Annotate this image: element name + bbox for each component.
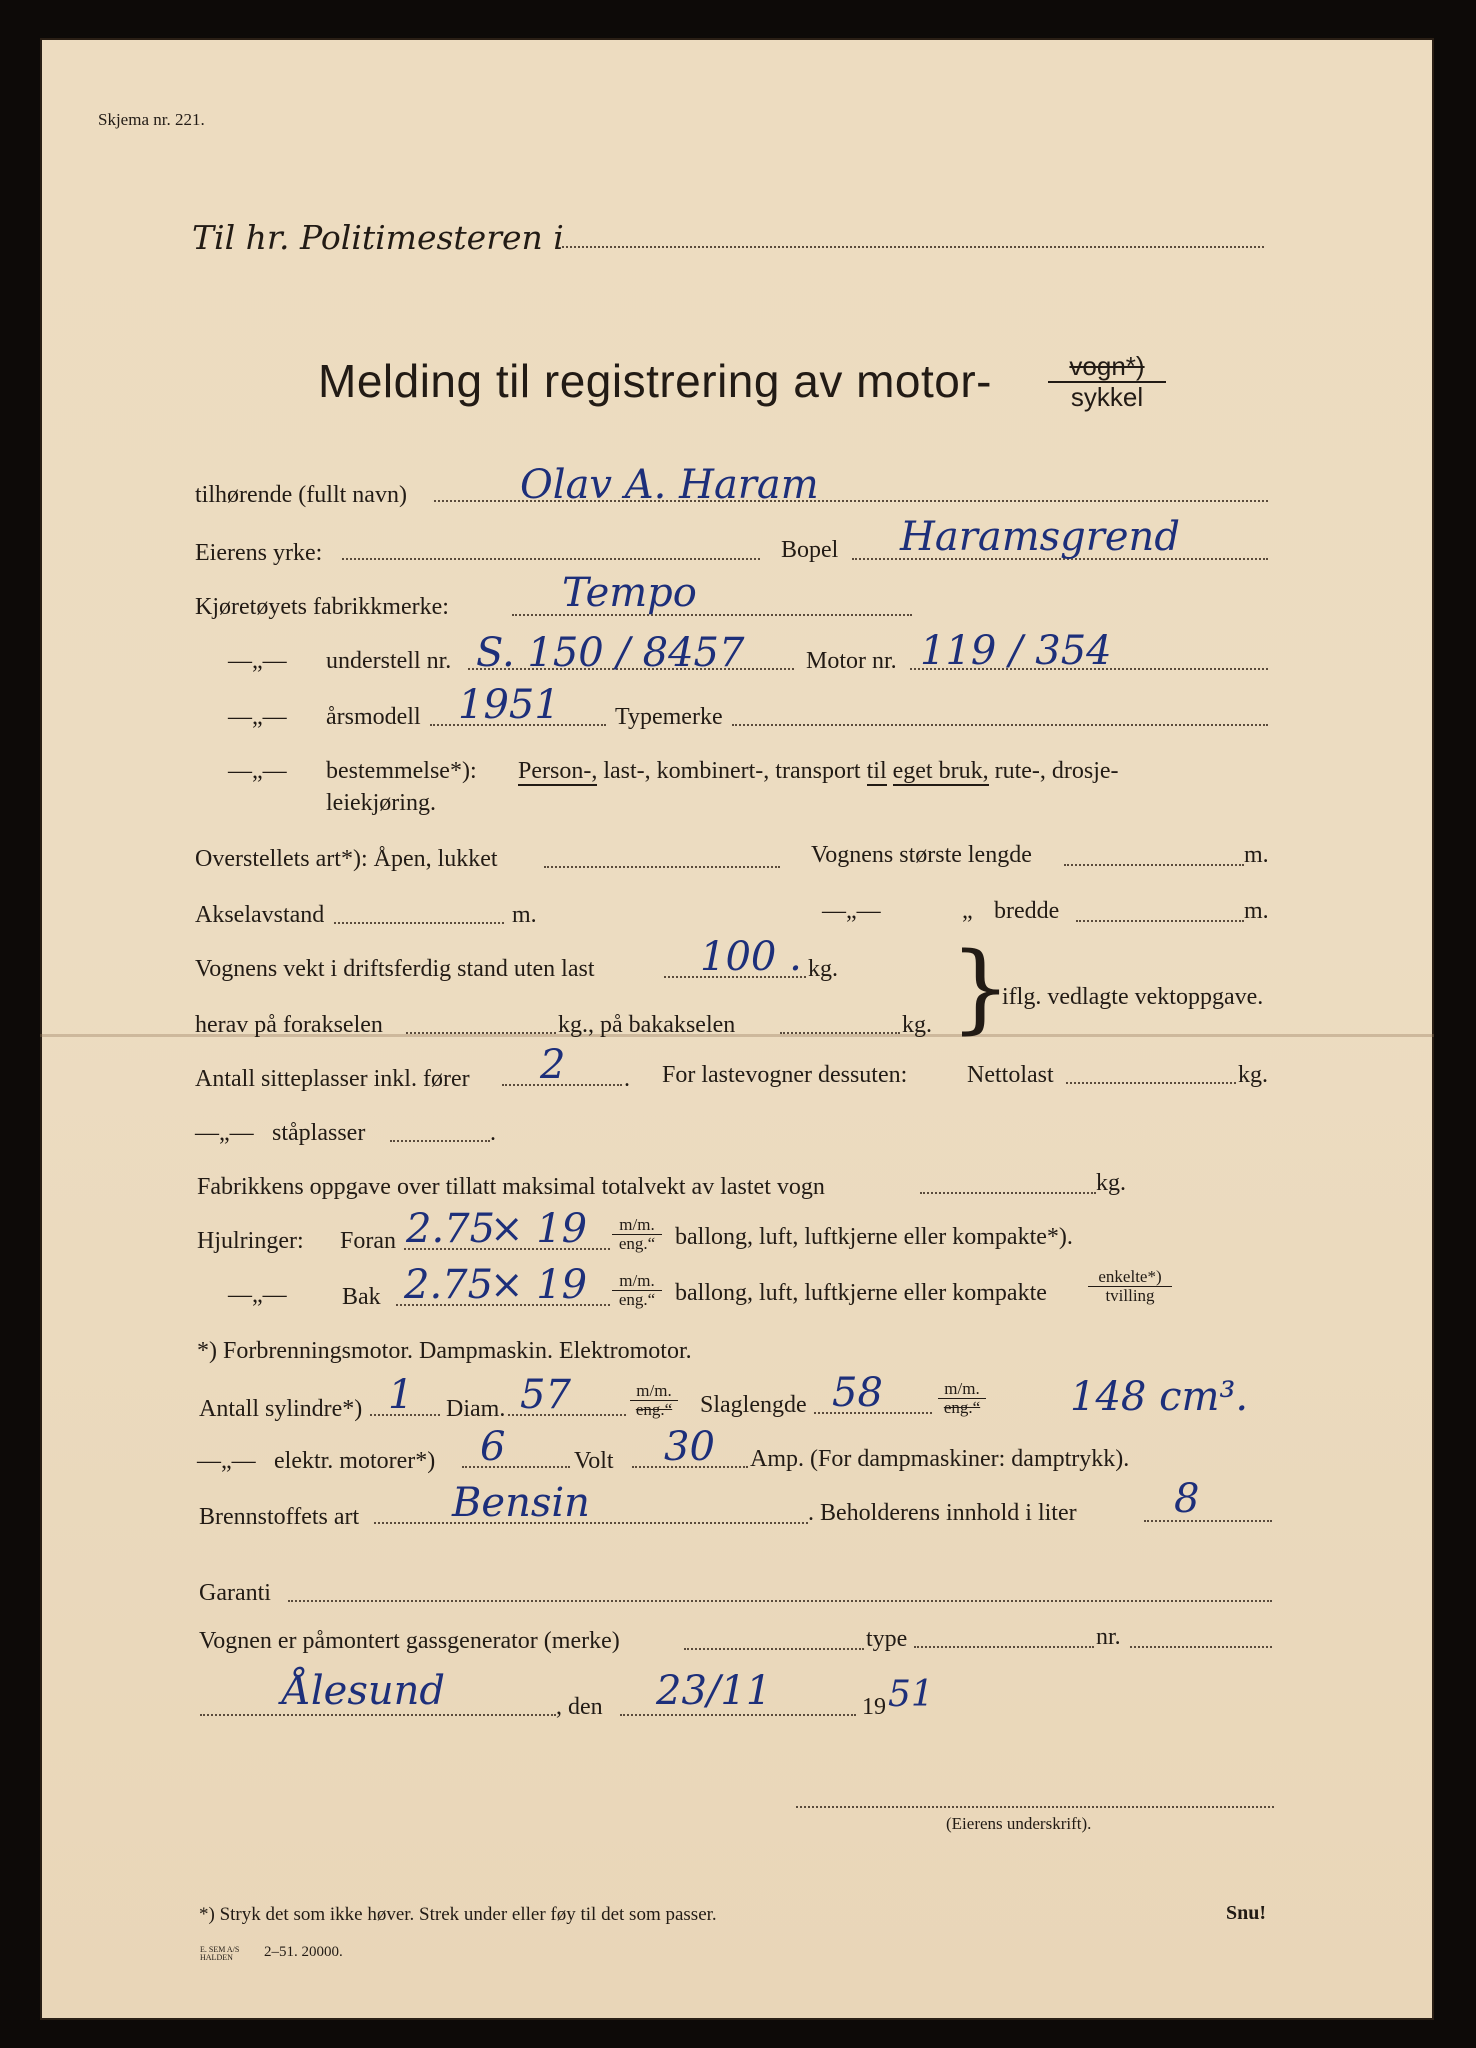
front-axle-label: herav på forakselen bbox=[195, 1012, 383, 1038]
print-code: 2–51. 20000. bbox=[264, 1944, 343, 1960]
standing-label: ståplasser bbox=[272, 1120, 366, 1146]
recipient-line[interactable] bbox=[562, 246, 1264, 248]
seats-label: Antall sitteplasser inkl. fører bbox=[195, 1066, 470, 1092]
net-load-label: Nettolast bbox=[967, 1062, 1054, 1088]
cylinders-label: Antall sylindre*) bbox=[199, 1396, 363, 1422]
fuel-label: Brennstoffets art bbox=[199, 1504, 360, 1530]
max-total-line[interactable] bbox=[920, 1192, 1096, 1194]
tank-line[interactable] bbox=[1144, 1520, 1272, 1522]
unit-kg: kg. bbox=[1238, 1062, 1268, 1088]
stroke-label: Slaglengde bbox=[700, 1392, 807, 1418]
ditto-mark: —„— bbox=[197, 1448, 256, 1474]
electric-line[interactable] bbox=[462, 1466, 570, 1468]
gasgen-label: Vognen er påmontert gassgenerator (merke) bbox=[199, 1628, 620, 1654]
unit-m: m. bbox=[1244, 842, 1269, 868]
unit-kg: kg. bbox=[1096, 1170, 1126, 1196]
electric-label: elektr. motorer*) bbox=[274, 1448, 436, 1474]
tank-label: . Beholderens innhold i liter bbox=[808, 1500, 1077, 1526]
make-value: Tempo bbox=[562, 570, 697, 616]
title-vehicle-type bbox=[1048, 352, 1166, 411]
residence-value: Haramsgrend bbox=[900, 514, 1180, 560]
unit-mm: m/m. bbox=[938, 1380, 986, 1399]
nr-label: nr. bbox=[1096, 1624, 1121, 1650]
purpose-own-use-b: eget bruk, bbox=[892, 758, 989, 784]
trucks-label: For lastevogner dessuten: bbox=[662, 1062, 908, 1088]
fuel-line[interactable] bbox=[374, 1522, 808, 1524]
front-tire-size-b: × 19 bbox=[490, 1206, 588, 1252]
model-year-value: 1951 bbox=[458, 682, 560, 728]
chassis-value: S. 150 / 8457 bbox=[476, 630, 745, 676]
date-line[interactable] bbox=[620, 1714, 856, 1716]
body-type-line[interactable] bbox=[544, 866, 780, 868]
rear-axle-line[interactable] bbox=[780, 1032, 900, 1034]
signature-label: (Eierens underskrift). bbox=[946, 1814, 1092, 1833]
form-number: Skjema nr. 221. bbox=[98, 110, 205, 129]
weight-value: 100 . bbox=[700, 934, 802, 980]
guarantee-line[interactable] bbox=[288, 1600, 1272, 1602]
weight-label: Vognens vekt i driftsferdig stand uten last bbox=[195, 956, 595, 982]
unit-eng: eng.“ bbox=[618, 1289, 656, 1309]
unit-mm: m/m. bbox=[612, 1272, 662, 1291]
unit-eng: eng.“ bbox=[635, 1399, 673, 1419]
purpose-options bbox=[518, 758, 1119, 785]
make-label: Kjøretøyets fabrikkmerke: bbox=[195, 594, 449, 620]
purpose-label: bestemmelse*): bbox=[326, 758, 477, 784]
residence-label: Bopel bbox=[781, 537, 839, 563]
rear-axle-label: kg., på bakakselen bbox=[558, 1012, 736, 1038]
purpose-own-use-a: til bbox=[866, 758, 887, 784]
printer-mark: E. SEM A/S HALDEN bbox=[200, 1945, 240, 1962]
fuel-value: Bensin bbox=[452, 1480, 590, 1526]
max-length-line[interactable] bbox=[1064, 864, 1244, 866]
ditto-mark: —„— bbox=[228, 1282, 287, 1308]
volt-label: Volt bbox=[574, 1448, 614, 1474]
rear-tire-types: ballong, luft, luftkjerne eller kompakte bbox=[675, 1280, 1047, 1306]
rear-tire-size-a: 2.75 bbox=[404, 1262, 494, 1308]
engine-types: *) Forbrenningsmotor. Dampmaskin. Elektromotor. bbox=[197, 1338, 692, 1364]
width-label: bredde bbox=[994, 898, 1060, 924]
cylinders-value: 1 bbox=[388, 1372, 414, 1418]
recipient-label: Til hr. Politimesteren i bbox=[192, 218, 564, 257]
unit-mm: m/m. bbox=[630, 1382, 678, 1401]
body-type-label: Overstellets art*): Åpen, lukket bbox=[195, 846, 498, 872]
year-suffix-value: 51 bbox=[888, 1674, 934, 1715]
signature-line[interactable] bbox=[796, 1806, 1274, 1808]
footnote: *) Stryk det som ikke høver. Strek under eller føy til det som passer. bbox=[199, 1904, 717, 1925]
gasgen-line[interactable] bbox=[684, 1648, 864, 1650]
wheelbase-line[interactable] bbox=[334, 922, 504, 924]
ditto-mark: —„— bbox=[228, 758, 287, 784]
purpose-route: rute-, drosje- bbox=[994, 758, 1119, 784]
single-option: enkelte*) bbox=[1088, 1268, 1172, 1287]
year-prefix: 19 bbox=[862, 1694, 886, 1720]
title-kept-option: sykkel bbox=[1070, 381, 1144, 412]
standing-line[interactable] bbox=[390, 1140, 490, 1142]
owner-label: tilhørende (fullt navn) bbox=[195, 482, 407, 508]
tank-value: 8 bbox=[1174, 1476, 1200, 1522]
wheelbase-label: Akselavstand bbox=[195, 902, 325, 928]
motor-value: 119 / 354 bbox=[920, 628, 1112, 674]
amp-label: Amp. (For dampmaskiner: damptrykk). bbox=[750, 1446, 1130, 1472]
type-label: type bbox=[866, 1626, 908, 1652]
den-label: , den bbox=[556, 1694, 603, 1720]
diam-units bbox=[630, 1382, 678, 1419]
purpose-person: Person-, bbox=[518, 758, 598, 784]
turn-over-note: Snu! bbox=[1226, 1902, 1267, 1924]
chassis-label: understell nr. bbox=[326, 648, 452, 674]
owner-name-value: Olav A. Haram bbox=[520, 462, 819, 508]
nr-line[interactable] bbox=[1130, 1646, 1272, 1648]
form-title: Melding til registrering av motor- bbox=[318, 355, 993, 407]
displacement-value: 148 cm³. bbox=[1070, 1374, 1249, 1420]
rear-tire-label: Bak bbox=[342, 1284, 381, 1310]
rear-tire-units bbox=[612, 1272, 662, 1309]
title-struck-option: vogn*) bbox=[1048, 352, 1166, 383]
occupation-label: Eierens yrke: bbox=[195, 540, 323, 566]
motor-label: Motor nr. bbox=[806, 648, 897, 674]
rear-tire-size-b: × 19 bbox=[490, 1262, 588, 1308]
rear-tire-config bbox=[1088, 1268, 1172, 1305]
purpose-cargo: last-, kombinert-, transport bbox=[603, 758, 861, 784]
dot: . bbox=[624, 1066, 630, 1092]
unit-mm: m/m. bbox=[612, 1216, 662, 1235]
front-tire-units bbox=[612, 1216, 662, 1253]
type-line[interactable] bbox=[914, 1646, 1094, 1648]
stroke-value: 58 bbox=[832, 1370, 883, 1416]
twin-option: tvilling bbox=[1105, 1285, 1155, 1305]
place-line[interactable] bbox=[200, 1714, 556, 1716]
front-tire-size-a: 2.75 bbox=[406, 1206, 496, 1252]
unit-eng: eng.“ bbox=[618, 1233, 656, 1253]
tires-label: Hjulringer: bbox=[197, 1228, 304, 1254]
max-length-label: Vognens største lengde bbox=[811, 842, 1032, 868]
occupation-line[interactable] bbox=[342, 558, 760, 560]
net-load-line[interactable] bbox=[1066, 1082, 1236, 1084]
front-axle-line[interactable] bbox=[406, 1032, 556, 1034]
model-year-label: årsmodell bbox=[326, 704, 421, 730]
dot: . bbox=[490, 1120, 496, 1146]
brace: } bbox=[950, 932, 1012, 1044]
front-tire-label: Foran bbox=[340, 1228, 396, 1254]
max-total-label: Fabrikkens oppgave over tillatt maksimal totalvekt av lastet vogn bbox=[197, 1174, 825, 1200]
ditto-mark: —„— bbox=[195, 1120, 254, 1146]
ditto-mark: —„— bbox=[822, 898, 881, 924]
unit-eng: eng.“ bbox=[943, 1397, 981, 1417]
place-value: Ålesund bbox=[282, 1668, 446, 1714]
guarantee-label: Garanti bbox=[199, 1580, 271, 1606]
unit-kg: kg. bbox=[808, 956, 838, 982]
weight-note: iflg. vedlagte vektoppgave. bbox=[1002, 984, 1264, 1010]
diam-label: Diam. bbox=[446, 1396, 506, 1422]
unit-m: m. bbox=[1244, 898, 1269, 924]
ditto-mark: —„— bbox=[228, 704, 287, 730]
ditto-mark: —„— bbox=[228, 648, 287, 674]
front-tire-types: ballong, luft, luftkjerne eller kompakte*). bbox=[675, 1224, 1073, 1250]
volt-value: 30 bbox=[664, 1424, 715, 1470]
quote-mark: „ bbox=[962, 898, 973, 924]
type-mark-label: Typemerke bbox=[615, 704, 723, 730]
stroke-units bbox=[938, 1380, 986, 1417]
unit-m: m. bbox=[512, 902, 537, 928]
width-line[interactable] bbox=[1076, 920, 1244, 922]
purpose-continuation: leiekjøring. bbox=[326, 790, 436, 816]
date-value: 23/11 bbox=[656, 1668, 772, 1714]
seats-value: 2 bbox=[540, 1042, 566, 1088]
unit-kg: kg. bbox=[902, 1012, 932, 1038]
type-mark-line[interactable] bbox=[732, 724, 1268, 726]
diam-value: 57 bbox=[520, 1372, 571, 1418]
electric-value: 6 bbox=[480, 1424, 506, 1470]
